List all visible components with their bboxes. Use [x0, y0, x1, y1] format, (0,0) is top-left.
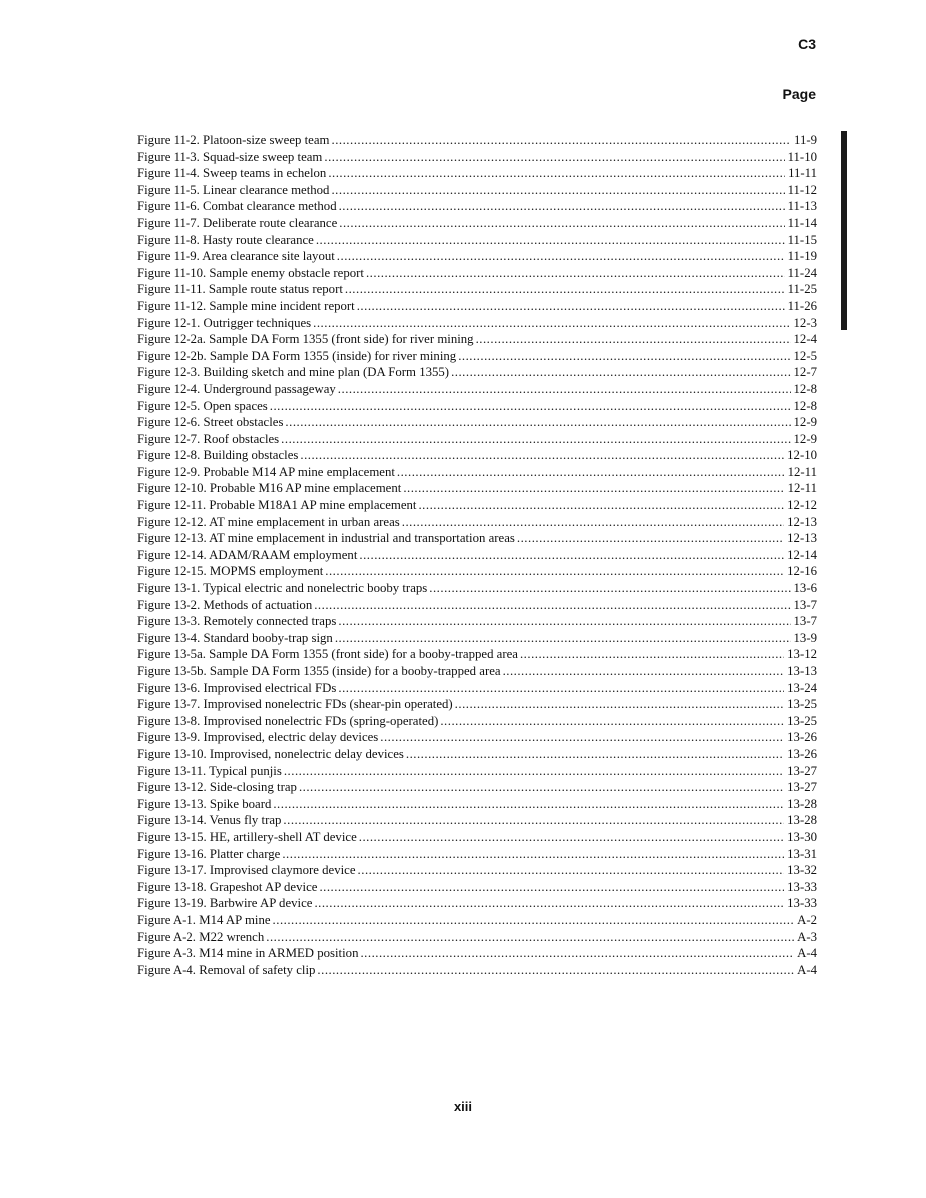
toc-entry-page: 13-30 [787, 829, 817, 844]
toc-entry[interactable] [137, 895, 817, 912]
toc-entry-title: Figure 12-2b. Sample DA Form 1355 (inside) for river mining [137, 348, 457, 363]
toc-entry-page: 11-19 [787, 249, 817, 264]
dot-leader [299, 779, 784, 796]
toc-entry[interactable] [137, 398, 817, 415]
toc-entry[interactable] [137, 729, 817, 746]
toc-entry-page: 12-13 [787, 531, 817, 546]
toc-entry[interactable] [137, 796, 817, 813]
toc-entry[interactable] [137, 364, 817, 381]
dot-leader [319, 879, 784, 896]
toc-entry[interactable] [137, 248, 817, 265]
toc-entry-title: Figure 13-13. Spike board [137, 796, 272, 811]
toc-entry[interactable] [137, 414, 817, 431]
toc-entry-page: 11-24 [787, 265, 817, 280]
toc-entry-title: Figure 11-4. Sweep teams in echelon [137, 166, 327, 181]
toc-entry-title: Figure 12-11. Probable M18A1 AP mine emplacement [137, 498, 417, 513]
toc-entry[interactable] [137, 829, 817, 846]
toc-entry[interactable] [137, 746, 817, 763]
dot-leader [403, 480, 784, 497]
dot-leader [273, 796, 784, 813]
toc-entry[interactable] [137, 912, 817, 929]
toc-entry[interactable] [137, 646, 817, 663]
toc-entry-page: 11-13 [787, 199, 817, 214]
toc-entry[interactable] [137, 265, 817, 282]
toc-entry[interactable] [137, 929, 817, 946]
toc-entry[interactable] [137, 331, 817, 348]
toc-entry-page: 11-15 [787, 232, 817, 247]
toc-entry-page: 13-26 [787, 730, 817, 745]
toc-entry-title: Figure 13-4. Standard booby-trap sign [137, 630, 333, 645]
toc-entry-title: Figure 13-11. Typical punjis [137, 763, 282, 778]
toc-entry[interactable] [137, 232, 817, 249]
toc-entry-page: 13-12 [787, 647, 817, 662]
dot-leader [300, 447, 784, 464]
dot-leader [270, 398, 791, 415]
dot-leader [281, 431, 790, 448]
toc-entry-page: 13-27 [787, 780, 817, 795]
toc-entry-title: Figure 12-6. Street obstacles [137, 415, 284, 430]
toc-entry-page: 12-13 [787, 514, 817, 529]
toc-entry-page: 12-10 [787, 448, 817, 463]
toc-entry-page: 11-14 [787, 215, 817, 230]
toc-entry-title: Figure 12-14. ADAM/RAAM employment [137, 547, 358, 562]
toc-entry-title: Figure A-4. Removal of safety clip [137, 962, 316, 977]
toc-entry-page: 12-14 [787, 547, 817, 562]
toc-entry-title: Figure 11-6. Combat clearance method [137, 199, 337, 214]
toc-entry[interactable] [137, 713, 817, 730]
dot-leader [324, 149, 784, 166]
toc-entry-page: 11-10 [787, 149, 817, 164]
toc-entry-title: Figure 13-6. Improvised electrical FDs [137, 680, 337, 695]
dot-leader [357, 298, 785, 315]
toc-entry-page: 12-11 [787, 481, 817, 496]
toc-entry-title: Figure 12-1. Outrigger techniques [137, 315, 312, 330]
toc-entry[interactable] [137, 580, 817, 597]
dot-leader [266, 929, 794, 946]
toc-entry-title: Figure 13-5a. Sample DA Form 1355 (front side) for a booby-trapped area [137, 647, 518, 662]
toc-entry-page: A-4 [797, 962, 817, 977]
change-bar [841, 131, 847, 330]
toc-entry-page: 13-31 [787, 846, 817, 861]
dot-leader [429, 580, 790, 597]
toc-entry-page: 13-28 [787, 813, 817, 828]
dot-leader [402, 514, 784, 531]
toc-entry-title: Figure 11-9. Area clearance site layout [137, 249, 335, 264]
toc-entry-title: Figure 13-18. Grapeshot AP device [137, 879, 318, 894]
toc-entry-title: Figure 12-9. Probable M14 AP mine emplacement [137, 464, 395, 479]
dot-leader [517, 530, 784, 547]
dot-leader [397, 464, 785, 481]
dot-leader [503, 663, 785, 680]
toc-entry-title: Figure 12-15. MOPMS employment [137, 564, 324, 579]
toc-entry[interactable] [137, 165, 817, 182]
page-column-heading: Page [782, 86, 816, 102]
dot-leader [520, 646, 784, 663]
toc-entry-page: 12-16 [787, 564, 817, 579]
toc-entry[interactable] [137, 149, 817, 166]
toc-entry-title: Figure A-1. M14 AP mine [137, 912, 271, 927]
toc-entry-title: Figure 11-10. Sample enemy obstacle report [137, 265, 364, 280]
dot-leader [325, 563, 784, 580]
toc-entry-title: Figure 12-12. AT mine emplacement in urban areas [137, 514, 400, 529]
toc-entry-page: 13-33 [787, 896, 817, 911]
toc-entry-page: 12-9 [793, 415, 817, 430]
toc-entry-title: Figure 13-12. Side-closing trap [137, 780, 297, 795]
toc-entry-title: Figure 13-3. Remotely connected traps [137, 614, 337, 629]
toc-entry[interactable] [137, 680, 817, 697]
toc-entry-title: Figure 11-3. Squad-size sweep team [137, 149, 323, 164]
toc-entry-title: Figure 11-8. Hasty route clearance [137, 232, 314, 247]
toc-entry[interactable] [137, 497, 817, 514]
toc-entry-title: Figure 13-2. Methods of actuation [137, 597, 313, 612]
toc-entry-title: Figure 12-8. Building obstacles [137, 448, 299, 463]
toc-entry[interactable] [137, 298, 817, 315]
toc-entry-page: A-3 [797, 929, 817, 944]
dot-leader [338, 381, 791, 398]
toc-entry-title: Figure A-3. M14 mine in ARMED position [137, 946, 359, 961]
dot-leader [283, 812, 784, 829]
toc-entry-title: Figure 13-15. HE, artillery-shell AT device [137, 829, 357, 844]
toc-entry-title: Figure 12-2a. Sample DA Form 1355 (front side) for river mining [137, 332, 474, 347]
toc-entry-page: 13-28 [787, 796, 817, 811]
dot-leader [359, 547, 784, 564]
toc-entry-page: 13-32 [787, 863, 817, 878]
dot-leader [338, 613, 790, 630]
toc-entry-page: 12-12 [787, 498, 817, 513]
dot-leader [359, 829, 784, 846]
toc-entry-page: A-2 [797, 912, 817, 927]
dot-leader [476, 331, 791, 348]
change-number: C3 [798, 36, 816, 52]
toc-entry[interactable] [137, 663, 817, 680]
toc-entry-title: Figure 11-7. Deliberate route clearance [137, 215, 338, 230]
toc-entry[interactable] [137, 597, 817, 614]
dot-leader [339, 215, 784, 232]
toc-entry-page: 12-8 [793, 381, 817, 396]
toc-entry[interactable] [137, 812, 817, 829]
toc-entry-page: 13-26 [787, 746, 817, 761]
toc-entry[interactable] [137, 514, 817, 531]
toc-entry-title: Figure 11-12. Sample mine incident report [137, 298, 355, 313]
toc-entry-title: Figure 13-19. Barbwire AP device [137, 896, 313, 911]
page-number: xiii [453, 1099, 473, 1114]
toc-entry-page: 13-6 [793, 581, 817, 596]
dot-leader [273, 912, 795, 929]
toc-entry-page: 13-25 [787, 713, 817, 728]
toc-entry-title: Figure 13-9. Improvised, electric delay devices [137, 730, 379, 745]
toc-entry-page: 13-9 [793, 630, 817, 645]
dot-leader [345, 281, 785, 298]
toc-entry-page: 12-3 [793, 315, 817, 330]
toc-entry-page: 11-25 [787, 282, 817, 297]
toc-entry-title: Figure 12-13. AT mine emplacement in industrial and transportation areas [137, 531, 515, 546]
dot-leader [313, 315, 790, 332]
dot-leader [314, 895, 784, 912]
dot-leader [418, 497, 784, 514]
dot-leader [455, 696, 784, 713]
toc-entry-page: 13-13 [787, 664, 817, 678]
toc-entry-title: Figure 12-7. Roof obstacles [137, 431, 280, 446]
toc-entry[interactable] [137, 281, 817, 298]
toc-entry[interactable] [137, 480, 817, 497]
toc-entry-page: 12-7 [793, 365, 817, 380]
dot-leader [331, 182, 784, 199]
toc-entry[interactable] [137, 381, 817, 398]
dot-leader [358, 862, 785, 879]
toc-entry-title: Figure 11-2. Platoon-size sweep team [137, 133, 330, 147]
toc-entry[interactable] [137, 315, 817, 332]
toc-entry-title: Figure 13-14. Venus fly trap [137, 813, 282, 828]
toc-entry[interactable] [137, 464, 817, 481]
toc-entry-page: 12-8 [793, 398, 817, 413]
toc-entry[interactable] [137, 215, 817, 232]
toc-entry[interactable] [137, 945, 817, 962]
toc-entry-title: Figure 13-10. Improvised, nonelectric delay devices [137, 746, 404, 761]
toc-entry-page: 11-12 [787, 182, 817, 197]
toc-entry-title: Figure 12-3. Building sketch and mine plan (DA Form 1355) [137, 365, 450, 380]
dot-leader [335, 630, 791, 647]
toc-entry-title: Figure 13-8. Improvised nonelectric FDs (spring-operated) [137, 713, 439, 728]
toc-entry[interactable] [137, 763, 817, 780]
toc-entry[interactable] [137, 132, 817, 149]
dot-leader [337, 248, 785, 265]
toc-entry-title: Figure 13-16. Platter charge [137, 846, 281, 861]
dot-leader [440, 713, 784, 730]
toc-entry-page: 13-24 [787, 680, 817, 695]
dot-leader [451, 364, 790, 381]
toc-entry-page: 11-11 [788, 166, 817, 181]
toc-entry-title: Figure 13-5b. Sample DA Form 1355 (inside) for a booby-trapped area [137, 664, 501, 678]
toc-entry[interactable] [137, 862, 817, 879]
dot-leader [360, 945, 794, 962]
toc-entry-page: 12-9 [793, 431, 817, 446]
toc-entry-page: 13-27 [787, 763, 817, 778]
dot-leader [285, 414, 790, 431]
dot-leader [406, 746, 784, 763]
toc-entry-title: Figure 11-5. Linear clearance method [137, 182, 330, 197]
toc-entry-page: 11-9 [794, 133, 817, 147]
toc-entry[interactable] [137, 962, 817, 979]
toc-entry-page: 12-4 [793, 332, 817, 347]
dot-leader [332, 132, 792, 149]
toc-entry[interactable] [137, 630, 817, 647]
toc-entry[interactable] [137, 547, 817, 564]
dot-leader [314, 597, 790, 614]
toc-entry-page: 12-5 [793, 348, 817, 363]
toc-entry[interactable] [137, 198, 817, 215]
toc-entry[interactable] [137, 613, 817, 630]
dot-leader [380, 729, 784, 746]
toc-entry-page: 13-25 [787, 697, 817, 712]
list-of-figures [137, 132, 817, 978]
toc-entry[interactable] [137, 182, 817, 199]
toc-entry-page: A-4 [797, 946, 817, 961]
toc-entry-page: 13-7 [793, 597, 817, 612]
toc-entry-title: Figure 13-17. Improvised claymore device [137, 863, 356, 878]
toc-entry-title: Figure 13-1. Typical electric and nonelectric booby traps [137, 581, 428, 596]
toc-entry-page: 13-33 [787, 879, 817, 894]
dot-leader [339, 198, 785, 215]
toc-entry[interactable] [137, 348, 817, 365]
dot-leader [458, 348, 790, 365]
dot-leader [317, 962, 794, 979]
dot-leader [282, 846, 784, 863]
toc-entry-page: 11-26 [787, 298, 817, 313]
toc-entry[interactable] [137, 696, 817, 713]
dot-leader [284, 763, 784, 780]
toc-entry-title: Figure 12-10. Probable M16 AP mine emplacement [137, 481, 402, 496]
toc-entry[interactable] [137, 879, 817, 896]
toc-entry[interactable] [137, 779, 817, 796]
dot-leader [328, 165, 785, 182]
toc-entry[interactable] [137, 447, 817, 464]
toc-entry-title: Figure A-2. M22 wrench [137, 929, 265, 944]
dot-leader [366, 265, 785, 282]
toc-entry-page: 12-11 [787, 464, 817, 479]
toc-entry-title: Figure 13-7. Improvised nonelectric FDs (shear-pin operated) [137, 697, 453, 712]
dot-leader [316, 232, 785, 249]
toc-entry-title: Figure 12-5. Open spaces [137, 398, 268, 413]
dot-leader [338, 680, 784, 697]
toc-entry-title: Figure 12-4. Underground passageway [137, 381, 336, 396]
toc-entry[interactable] [137, 431, 817, 448]
toc-entry[interactable] [137, 530, 817, 547]
toc-entry-title: Figure 11-11. Sample route status report [137, 282, 343, 297]
toc-entry-page: 13-7 [793, 614, 817, 629]
toc-entry[interactable] [137, 563, 817, 580]
toc-entry[interactable] [137, 846, 817, 863]
